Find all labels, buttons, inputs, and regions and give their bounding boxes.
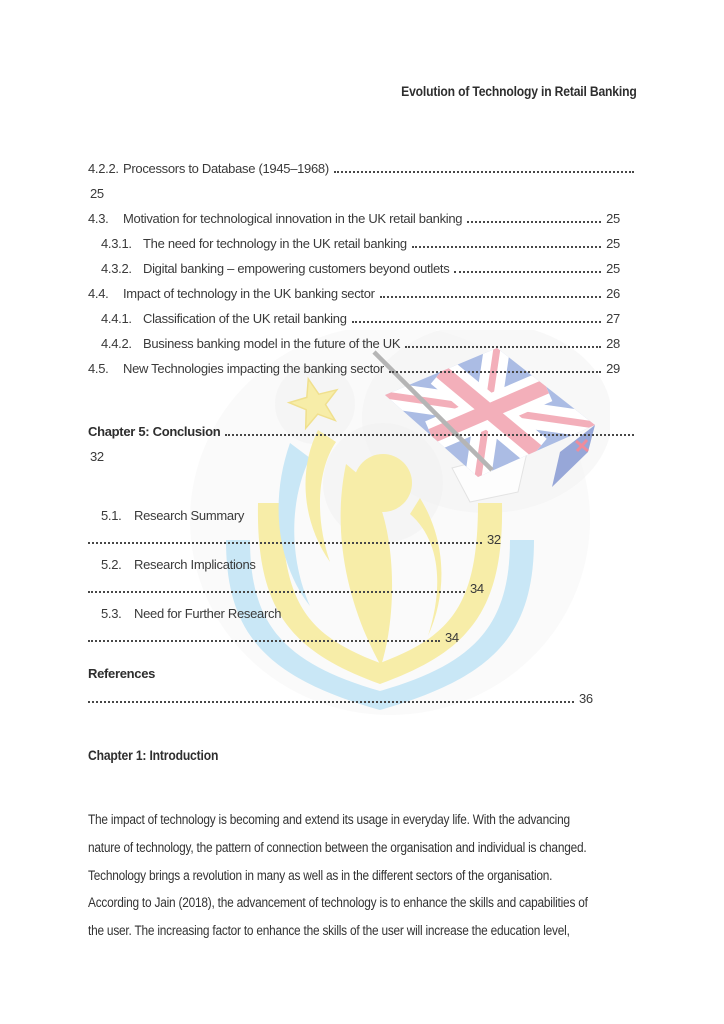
toc-entry-number: 4.5. xyxy=(88,361,109,376)
toc-page-number: 26 xyxy=(606,286,620,301)
toc-entry-number: 4.3.2. xyxy=(101,261,132,276)
toc-entry-label: Business banking model in the future of the UK xyxy=(143,336,401,351)
dot-leader xyxy=(88,640,440,642)
toc-entry xyxy=(88,657,637,682)
toc-page-number: 36 xyxy=(579,691,593,706)
dot-leader xyxy=(389,371,601,373)
dot-leader xyxy=(334,171,634,173)
dot-leader xyxy=(88,701,574,703)
dot-leader xyxy=(405,346,601,348)
toc-entry-number: 4.2.2. xyxy=(88,161,119,176)
toc-entry-number: 4.4. xyxy=(88,286,109,301)
toc-entry-label: Digital banking – empowering customers beyond outlets xyxy=(143,261,450,276)
toc-entry-wrapped-page xyxy=(88,622,637,647)
toc-entry-label: Classification of the UK retail banking xyxy=(143,311,347,326)
toc-page-number: 32 xyxy=(90,449,104,464)
table-of-contents xyxy=(88,152,637,377)
toc-page-number: 34 xyxy=(470,581,484,596)
toc-page-number: 28 xyxy=(606,336,620,351)
dot-leader xyxy=(380,296,601,298)
toc-page-number: 25 xyxy=(90,186,104,201)
toc-page-number: 32 xyxy=(487,532,501,547)
toc-page-number: 25 xyxy=(606,261,620,276)
toc-page-number: 27 xyxy=(606,311,620,326)
toc-entry-label: Impact of technology in the UK banking sector xyxy=(123,286,375,301)
toc-entry xyxy=(88,227,620,252)
paragraph-line: According to Jain (2018), the advancement of technology is to enhance the skills and capabilities of xyxy=(88,895,588,911)
toc-entry xyxy=(88,499,637,524)
toc-entry-label: Research Implications xyxy=(134,556,256,572)
toc-entry xyxy=(88,202,620,227)
toc-entry-number: 5.1. xyxy=(101,507,122,523)
dot-leader xyxy=(88,591,465,593)
toc-entry xyxy=(88,548,637,573)
dot-leader xyxy=(225,434,634,436)
running-header: Evolution of Technology in Retail Banking xyxy=(401,84,637,99)
toc-entry xyxy=(88,152,637,177)
toc-entry xyxy=(88,252,620,277)
paragraph-line: The impact of technology is becoming and extend its usage in everyday life. With the advancing xyxy=(88,812,570,827)
toc-entry xyxy=(88,352,620,377)
paragraph-line: nature of technology, the pattern of connection between the organisation and individual is changed. xyxy=(88,839,587,855)
dot-leader xyxy=(88,542,482,544)
toc-entry-wrapped-page xyxy=(88,177,637,202)
toc-entry-number: 4.4.1. xyxy=(101,311,132,326)
toc-page-number: 25 xyxy=(606,211,620,226)
toc-entry-wrapped-page xyxy=(88,573,637,598)
toc-chapter-label: Chapter 5: Conclusion xyxy=(88,424,221,439)
toc-references-label: References xyxy=(88,666,156,681)
dot-leader xyxy=(412,246,601,248)
page-content xyxy=(88,0,637,1024)
toc-entry xyxy=(88,302,620,327)
toc-entry-label: Motivation for technological innovation in the UK retail banking xyxy=(123,211,463,226)
intro-paragraph xyxy=(88,806,651,945)
toc-entry xyxy=(88,277,620,302)
chapter-1-heading: Chapter 1: Introduction xyxy=(88,748,219,763)
toc-page-number: 29 xyxy=(606,361,620,376)
toc-page-number: 34 xyxy=(445,630,459,645)
toc-references-entry xyxy=(88,657,637,707)
toc-entry-label: The need for technology in the UK retail banking xyxy=(143,236,407,251)
toc-entry xyxy=(88,327,620,352)
toc-entry-label: New Technologies impacting the banking sector xyxy=(123,361,384,376)
toc-entry-label: Need for Further Research xyxy=(134,605,282,621)
toc-entry-number: 5.2. xyxy=(101,556,122,572)
toc-entry-number: 5.3. xyxy=(101,605,122,621)
toc-entry-wrapped-page xyxy=(88,682,637,707)
toc-page-number: 25 xyxy=(606,236,620,251)
dot-leader xyxy=(454,271,601,273)
toc-entry xyxy=(88,415,637,440)
dot-leader xyxy=(467,221,601,223)
dot-leader xyxy=(352,321,601,323)
toc-entry xyxy=(88,597,637,622)
paragraph-line: the user. The increasing factor to enhance the skills of the user will increase the education level, xyxy=(88,923,570,939)
toc-chapter5-entry xyxy=(88,415,637,465)
toc-entry-label: Research Summary xyxy=(134,507,245,523)
toc-entry-number: 4.3.1. xyxy=(101,236,132,251)
toc-entry-wrapped-page xyxy=(88,524,637,549)
toc-entry-wrapped-page xyxy=(88,440,637,465)
toc-entry-number: 4.3. xyxy=(88,211,109,226)
toc-section5-entries xyxy=(88,499,637,646)
toc-entry-label: Processors to Database (1945–1968) xyxy=(123,161,329,176)
paragraph-line: Technology brings a revolution in many as well as in the different sectors of the organisation. xyxy=(88,867,553,883)
toc-entry-number: 4.4.2. xyxy=(101,336,132,351)
